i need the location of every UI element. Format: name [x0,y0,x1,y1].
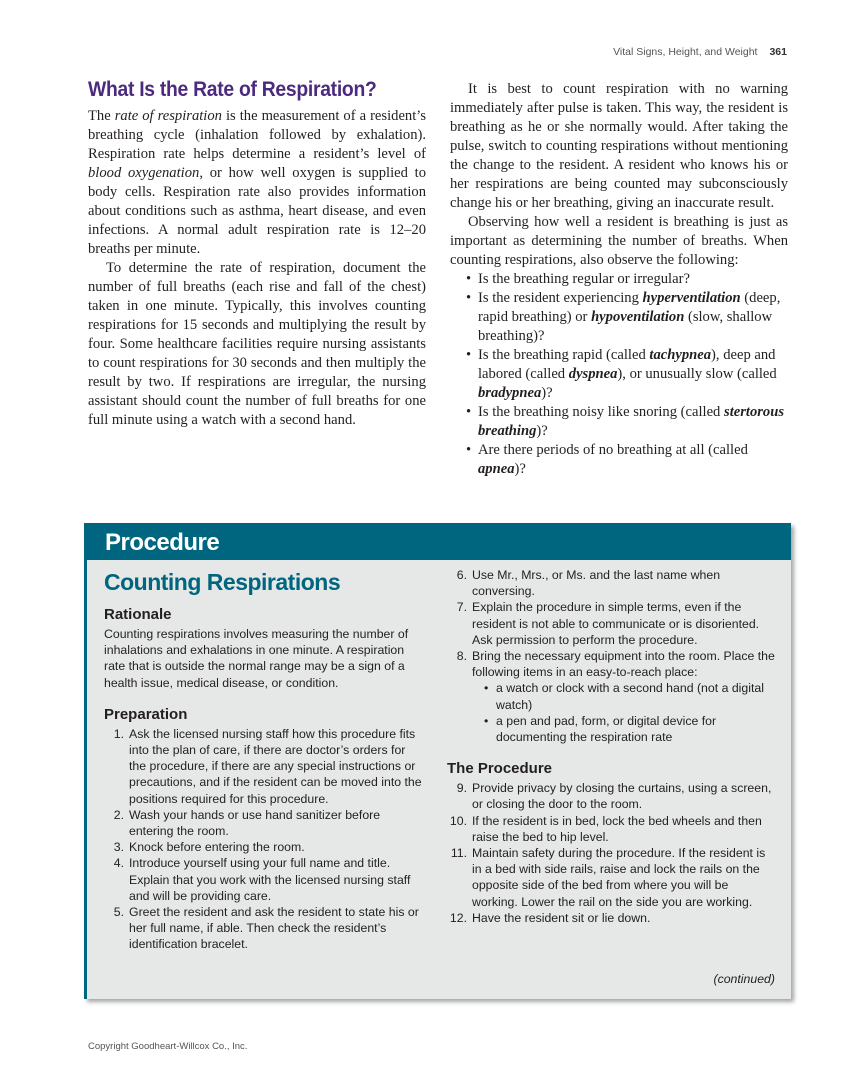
procedure-header: Procedure [87,523,791,560]
continued-note: (continued) [713,972,775,986]
text-segment: Is the breathing rapid (called [478,347,650,363]
list-item [478,403,788,441]
text-segment: Is the resident experiencing [478,290,643,306]
step-text: Greet the resident and ask the resident to state his or her full name, if able. Then check the resident’s identification bracelet. [129,905,419,952]
paragraph [450,80,788,213]
equipment-item: • a watch or clock with a second hand (not a digital watch) [484,680,777,712]
preparation-heading: Preparation [104,705,188,723]
procedure-steps [447,780,777,926]
procedure-title: Counting Respirations [104,569,341,595]
step-text: Use Mr., Mrs., or Ms. and the last name when conversing. [472,568,721,599]
step [104,839,424,855]
section-name: Vital Signs, Height, and Weight [613,46,758,58]
page-number: 361 [769,46,787,58]
left-column [88,80,426,430]
article-title: What Is the Rate of Respiration? [88,78,377,101]
step [104,726,424,807]
step-text: Introduce yourself using your full name and title. Explain that you work with the licensed nursing staff and will be providing care. [129,856,411,903]
step-text: Explain the procedure in simple terms, even if the resident is not able to communicate or is disoriented. Ask permission to perform the procedure. [472,600,760,647]
text-segment: ), or unusually slow (called [617,366,777,382]
rationale-heading: Rationale [104,606,172,623]
procedure-right-column [447,567,777,926]
step-text: Knock before entering the room. [129,840,305,855]
step [447,813,777,845]
preparation-steps-continued [447,567,777,745]
text-segment: To determine the rate of respiration, document the number of full breaths (each rise and fall of the chest) taken in one minute. Typically, this involves counting respirations for 15 seconds and multiplying the result by four. Some healthcare facilities require nursing assistants to count respirations for 30 seconds and then multiply the result by two. If respirations are irregular, the nursing assistant should count the number of full breaths for one full minute using a watch with a second hand. [88,260,426,428]
step-number: 5. [113,905,124,920]
step-number: 6. [456,568,467,582]
text-segment: It is best to count respiration with no warning immediately after pulse is taken. This way, the resident is breathing as he or she normally would. After taking the pulse, switch to counting respirations without mentioning the change to the resident. A resident who knows his or her respirations are being counted may subconsciously change his or her breathing, giving an inaccurate result. [450,81,788,211]
step [104,807,424,839]
running-head [613,46,787,58]
preparation-steps [104,726,424,953]
text-segment: is the measurement of a resident’s breathing cycle (inhalation followed by exhalation). Respiration rate helps determine a resident’s level of [88,108,427,162]
equipment-list [472,680,777,745]
step [104,855,424,904]
text-segment: )? [536,423,548,439]
step-number: 10. [449,813,467,828]
step-number: 11. [450,846,467,861]
step-text: Maintain safety during the procedure. If the resident is in a bed with side rails, raise and lock the rails on the opposite side of the bed from where you will be working. Lower the rail on the side you are working. [472,846,766,909]
equipment-item: • a pen and pad, form, or digital device for documenting the respiration rate [484,713,777,745]
text-segment: ), deep and labored (called [478,347,776,382]
step [447,567,777,599]
step-number: 9. [456,781,467,796]
key-term: tachypnea [649,347,712,363]
step [447,648,777,745]
text-segment: The [88,108,115,124]
step-text: Provide privacy by closing the curtains, using a screen, or closing the door to the room. [472,781,772,812]
step-text: If the resident is in bed, lock the bed wheels and then raise the bed to hip level. [472,813,762,844]
paragraph [88,107,426,259]
text-segment: (slow, shallow breathing)? [478,309,773,344]
step-number: 7. [456,600,467,615]
step-number: 4. [113,856,124,871]
copyright-footer: Copyright Goodheart-Willcox Co., Inc. [88,1041,248,1052]
key-term: apnea [478,461,515,477]
text-segment: (deep, rapid breathing) or [478,290,781,325]
key-term: hypoventilation [591,309,685,325]
step [447,845,777,910]
step-number: 2. [113,807,124,822]
list-item [478,289,788,346]
list-item [478,346,788,403]
paragraph [88,259,426,430]
text-segment: Are there periods of no breathing at all (called [478,442,748,458]
step-text: Bring the necessary equipment into the room. Place the following items in an easy-to-reach place: [472,649,775,680]
term: blood oxygenation [88,165,200,181]
key-term: dyspnea [568,366,618,382]
step [447,910,777,926]
step-number: 3. [113,840,124,855]
procedure-box [84,523,791,999]
step-number: 1. [113,726,124,741]
key-term: hyperventilation [642,290,741,306]
text-segment: Observing how well a resident is breathing is just as important as determining the number of breaths. When counting respirations, also observe the following: [450,214,788,268]
list-item [478,270,788,289]
the-procedure-heading: The Procedure [447,760,553,778]
step-text: Ask the licensed nursing staff how this procedure fits into the plan of care, if there are doctor’s orders for the procedure, if there are any special instructions or precautions, and if the resident can be moved into the positions required for this procedure. [129,726,422,806]
step-text: Wash your hands or use hand sanitizer before entering the room. [129,807,381,839]
paragraph [450,213,788,270]
text-segment: )? [541,385,553,401]
text-segment: Is the breathing noisy like snoring (called [478,404,725,420]
left-paragraphs [88,107,426,430]
step-number: 12. [449,910,467,925]
step [447,780,777,812]
step [104,904,424,953]
procedure-left-column [104,567,424,953]
step-number: 8. [456,649,467,664]
observation-list [450,270,788,479]
text-segment: , or how well oxygen is supplied to body cells. Respiration rate also provides information about conditions such as asthma, heart disease, and even infections. A normal adult respiration rate is 12–20 breaths per minute. [88,165,427,257]
rationale-text: Counting respirations involves measuring the number of inhalations and exhalations in one minute. A respiration rate that is outside the normal range may be a sign of a health issue, medical disease, or condition. [104,627,409,690]
text-segment: )? [514,461,526,477]
right-column [450,80,788,479]
key-term: bradypnea [478,385,542,401]
step [447,599,777,648]
text-segment: Is the breathing regular or irregular? [478,271,690,287]
step-text: Have the resident sit or lie down. [472,910,651,925]
right-paragraphs [450,80,788,270]
list-item [478,441,788,479]
term: rate of respiration [114,108,222,124]
key-term: stertorous breathing [478,404,785,439]
